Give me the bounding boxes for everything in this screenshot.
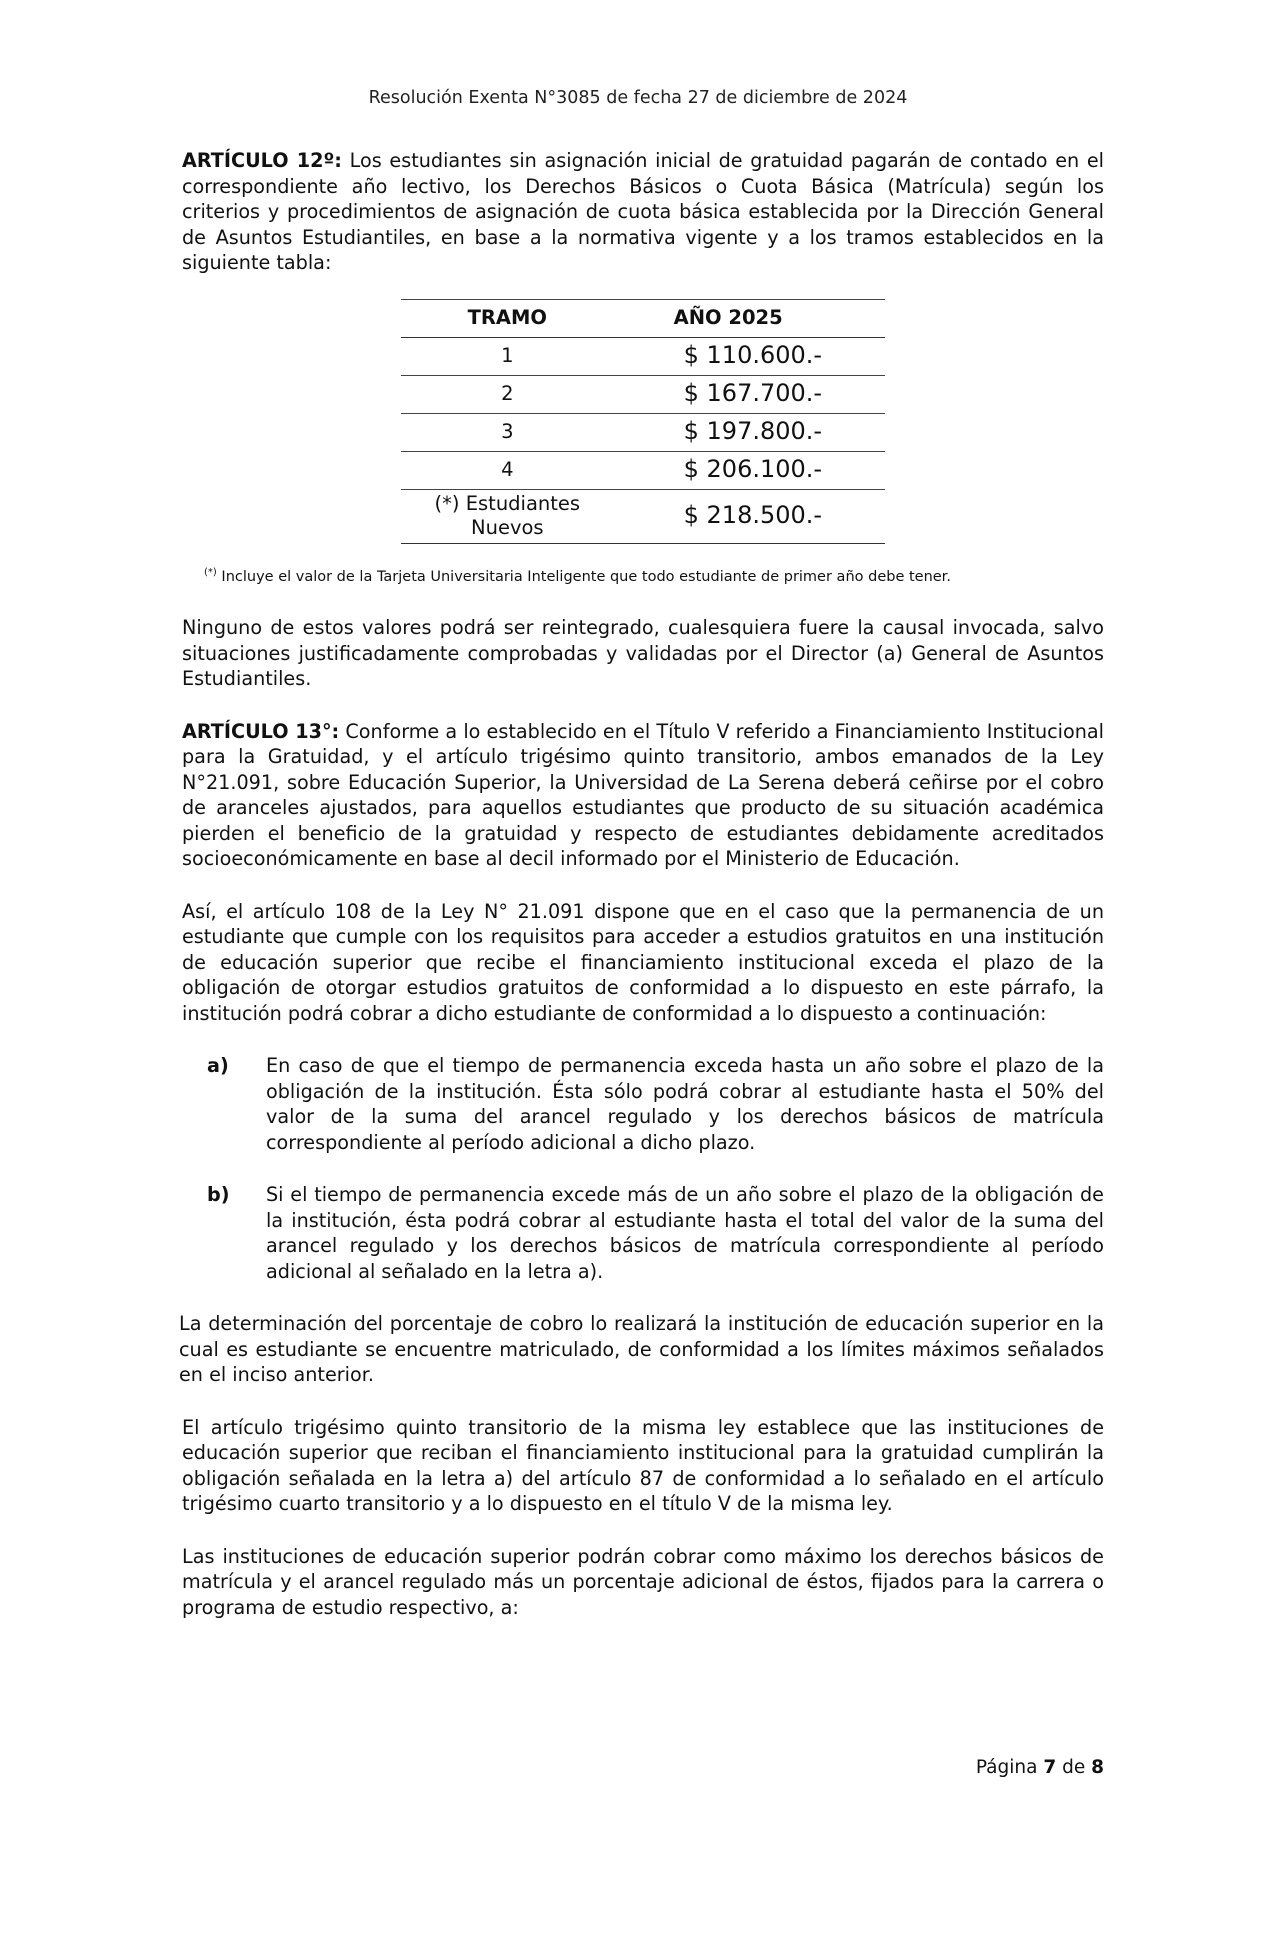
article-13 bbox=[182, 719, 1104, 872]
tramos-table bbox=[401, 299, 885, 544]
list-item-text: Si el tiempo de permanencia excede más de un año sobre el plazo de la obligación de la institución, ésta podrá cobrar al estudiante hasta el total del valor de la suma del arancel regulado y los derechos básicos de matrícula correspondiente al período adicional al señalado en la letra a). bbox=[266, 1183, 1104, 1283]
table-row bbox=[401, 375, 885, 413]
table-row bbox=[401, 337, 885, 375]
tramo-cell: 3 bbox=[501, 420, 514, 444]
footer-prefix: Página bbox=[975, 1757, 1044, 1778]
footnote-mark: (*) bbox=[204, 566, 217, 578]
column-header-year: AÑO 2025 bbox=[673, 306, 783, 330]
page-header: Resolución Exenta N°3085 de fecha 27 de diciembre de 2024 bbox=[368, 88, 908, 108]
article-13-text: Conforme a lo establecido en el Título V referido a Financiamiento Institucional para la Gratuidad, y el artículo trigésimo quinto transitorio, ambos emanados de la Ley N°21.091, sobre Educación Superior, la Universidad de La Serena deberá ceñirse por el cobro de aranceles ajustados, para aquellos estudiantes que producto de su situación académica pierden el beneficio de la gratuidad y respecto de estudiantes debidamente acreditados socioeconómicamente en base al decil informado por el Ministerio de Educación. bbox=[182, 719, 1105, 871]
article-12-text: Los estudiantes sin asignación inicial de gratuidad pagarán de contado en el correspondiente año lectivo, los Derechos Básicos o Cuota Básica (Matrícula) según los criterios y procedimientos de asignación de cuota básica establecida por la Dirección General de Asuntos Estudiantiles, en base a la normativa vigente y a los tramos establecidos en la siguiente tabla: bbox=[182, 149, 1104, 274]
article-12-heading: ARTÍCULO 12º: bbox=[182, 149, 342, 172]
paragraph-instituciones: Las instituciones de educación superior podrán cobrar como máximo los derechos básicos de matrícula y el arancel regulado más un porcentaje adicional de éstos, fijados para la carrera o programa de estudio respectivo, a: bbox=[182, 1544, 1104, 1619]
list-item-label: b) bbox=[207, 1183, 230, 1207]
paragraph-reintegro: Ninguno de estos valores podrá ser reintegrado, cualesquiera fuere la causal invocada, salvo situaciones justificadamente comprobadas y validadas por el Director (a) General de Asuntos Estudiantiles. bbox=[182, 616, 1104, 691]
page-footer bbox=[976, 1757, 1104, 1778]
document-body bbox=[179, 148, 1105, 1620]
table-row bbox=[401, 489, 885, 543]
tramo-cell bbox=[401, 489, 614, 543]
column-header-tramo: TRAMO bbox=[467, 306, 547, 330]
tramo-cell: 4 bbox=[501, 458, 514, 482]
paragraph-articulo-108: Así, el artículo 108 de la Ley N° 21.091 dispone que en el caso que la permanencia de un estudiante que cumple con los requisitos para acceder a estudios gratuitos en una institución de educación superior que recibe el financiamiento institucional exceda el plazo de la obligación de otorgar estudios gratuitos de conformidad a lo dispuesto en este párrafo, la institución podrá cobrar a dicho estudiante de conformidad a lo dispuesto a continuación: bbox=[182, 899, 1104, 1025]
table-row bbox=[401, 413, 885, 451]
amount-cell: $ 197.800.- bbox=[683, 417, 823, 446]
tramo-cell: 1 bbox=[501, 344, 514, 368]
footer-page-number: 7 bbox=[1043, 1757, 1057, 1778]
tramo-cell: 2 bbox=[501, 382, 514, 406]
paragraph-determinacion: La determinación del porcentaje de cobro lo realizará la institución de educación superior en la cual es estudiante se encuentre matriculado, de conformidad a los límites máximos señalados en el inciso anterior. bbox=[179, 1312, 1104, 1387]
footer-middle: de bbox=[1056, 1757, 1092, 1778]
article-12 bbox=[182, 148, 1104, 276]
amount-cell: $ 167.700.- bbox=[683, 379, 823, 408]
article-13-heading: ARTÍCULO 13°: bbox=[182, 719, 340, 743]
list-item-b bbox=[207, 1182, 1104, 1284]
amount-cell: $ 218.500.- bbox=[683, 501, 823, 530]
amount-cell: $ 110.600.- bbox=[683, 341, 823, 370]
amount-cell: $ 206.100.- bbox=[683, 455, 823, 484]
footnote-text: Incluye el valor de la Tarjeta Universitaria Inteligente que todo estudiante de primer año debe tener. bbox=[216, 568, 951, 585]
tramo-cell-line: (*) Estudiantes bbox=[434, 492, 581, 515]
table-row bbox=[401, 451, 885, 489]
table-footnote bbox=[182, 564, 1104, 586]
table-header-row bbox=[401, 299, 885, 337]
list-item-a bbox=[207, 1053, 1104, 1155]
tramo-cell-line: Nuevos bbox=[471, 516, 544, 539]
list-item-label: a) bbox=[207, 1054, 229, 1078]
list-item-text: En caso de que el tiempo de permanencia exceda hasta un año sobre el plazo de la obligación de la institución. Ésta sólo podrá cobrar al estudiante hasta el 50% del valor de la suma del arancel regulado y los derechos básicos de matrícula correspondiente al período adicional a dicho plazo. bbox=[266, 1054, 1104, 1154]
footer-total-pages: 8 bbox=[1091, 1757, 1104, 1778]
paragraph-trigesimo: El artículo trigésimo quinto transitorio de la misma ley establece que las instituciones de educación superior que reciban el financiamiento institucional para la gratuidad cumplirán la obligación señalada en la letra a) del artículo 87 de conformidad a lo señalado en el artículo trigésimo cuarto transitorio y a lo dispuesto en el título V de la misma ley. bbox=[182, 1415, 1104, 1516]
